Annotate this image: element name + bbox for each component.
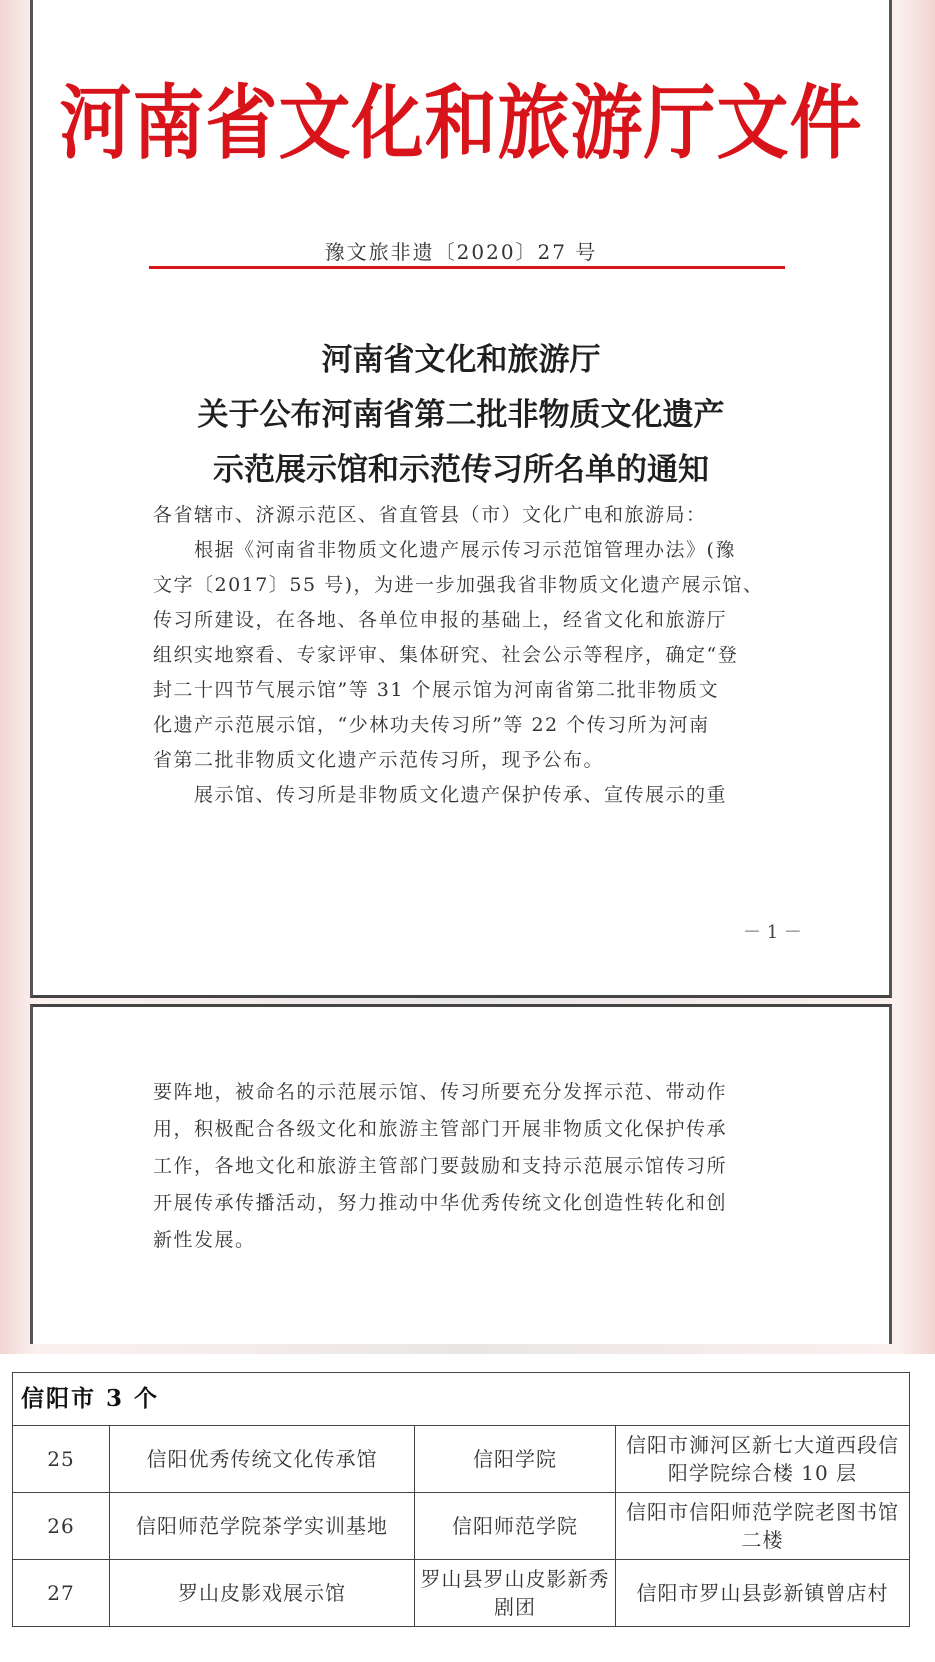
body-line: 用，积极配合各级文化和旅游主管部门开展非物质文化保护传承 (153, 1118, 728, 1140)
venue-name: 罗山皮影戏展示馆 (110, 1560, 415, 1627)
group-header: 信阳市 3 个 (13, 1373, 910, 1426)
page-number: － 1 － (743, 922, 802, 943)
body-line: 传习所建设，在各地、各单位申报的基础上，经省文化和旅游厅 (153, 609, 728, 631)
unit-line: 罗山县罗山皮影新秀 (420, 1567, 610, 1591)
body-line: 开展传承传播活动，努力推动中华优秀传统文化创造性转化和创 (153, 1192, 728, 1214)
body-line: 要阵地，被命名的示范展示馆、传习所要充分发挥示范、带动作 (153, 1081, 728, 1103)
body-line: 根据《河南省非物质文化遗产展示传习示范馆管理办法》(豫 (153, 539, 736, 561)
addressee-line: 各省辖市、济源示范区、省直管县（市）文化广电和旅游局： (153, 504, 707, 526)
document-page-1 (30, 0, 892, 998)
unit-line: 剧团 (494, 1595, 536, 1619)
address-line: 信阳市浉河区新七大道西段信 (626, 1433, 899, 1457)
body-line: 文字〔2017〕55 号)，为进一步加强我省非物质文化遗产展示馆、 (153, 574, 764, 596)
document-page-2 (30, 1004, 892, 1344)
venue-name: 信阳优秀传统文化传承馆 (110, 1426, 415, 1493)
operating-unit: 信阳师范学院 (415, 1493, 616, 1560)
red-header-title: 河南省文化和旅游厅文件 (59, 75, 863, 170)
document-number: 豫文旅非遗〔2020〕27 号 (324, 240, 598, 264)
table-row (13, 1426, 910, 1493)
body-line: 封二十四节气展示馆”等 31 个展示馆为河南省第二批非物质文 (153, 679, 719, 701)
address (616, 1426, 910, 1493)
address: 信阳市罗山县彭新镇曾店村 (616, 1560, 910, 1627)
table-row (13, 1560, 910, 1627)
row-number: 25 (13, 1426, 110, 1493)
notice-heading-line-3: 示范展示馆和示范传习所名单的通知 (213, 452, 709, 488)
body-line: 工作，各地文化和旅游主管部门要鼓励和支持示范展示馆传习所 (153, 1155, 728, 1177)
operating-unit (415, 1560, 616, 1627)
venue-name: 信阳师范学院茶学实训基地 (110, 1493, 415, 1560)
body-line: 新性发展。 (153, 1229, 256, 1251)
body-line: 展示馆、传习所是非物质文化遗产保护传承、宣传展示的重 (153, 784, 728, 806)
notice-heading-line-2: 关于公布河南省第二批非物质文化遗产 (197, 397, 725, 433)
body-line: 组织实地察看、专家评审、集体研究、社会公示等程序，确定“登 (153, 644, 739, 666)
operating-unit: 信阳学院 (415, 1426, 616, 1493)
address-line: 二楼 (741, 1528, 784, 1552)
list-table-section (0, 1354, 935, 1662)
body-line: 化遗产示范展示馆，“少林功夫传习所”等 22 个传习所为河南 (153, 714, 710, 736)
red-divider-line (149, 266, 785, 269)
body-line: 省第二批非物质文化遗产示范传习所，现予公布。 (153, 749, 605, 771)
table-row (13, 1493, 910, 1560)
address-line: 信阳市信阳师范学院老图书馆 (626, 1500, 899, 1524)
list-table (12, 1372, 910, 1627)
notice-heading-line-1: 河南省文化和旅游厅 (321, 342, 601, 378)
row-number: 27 (13, 1560, 110, 1627)
row-number: 26 (13, 1493, 110, 1560)
address (616, 1493, 910, 1560)
address-line: 阳学院综合楼 10 层 (667, 1461, 858, 1485)
